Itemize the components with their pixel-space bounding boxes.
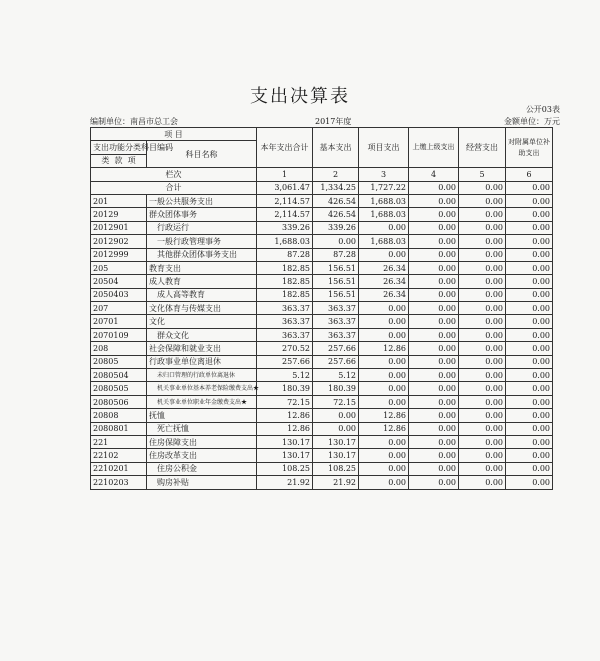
amount-cell: 0.00 bbox=[409, 194, 459, 207]
table-row bbox=[91, 435, 553, 448]
header-business: 经营支出 bbox=[459, 128, 506, 168]
header-project-exp: 项目支出 bbox=[359, 128, 409, 168]
amount-cell: 0.00 bbox=[506, 395, 553, 408]
amount-cell: 0.00 bbox=[409, 382, 459, 395]
table-row bbox=[91, 221, 553, 234]
header-kuan: 款 bbox=[114, 156, 123, 166]
amount-cell: 0.00 bbox=[409, 288, 459, 301]
amount-cell: 26.34 bbox=[359, 288, 409, 301]
col-number: 6 bbox=[506, 168, 553, 181]
subject-name: 死亡抚恤 bbox=[147, 422, 257, 435]
compiling-unit: 编制单位：南昌市总工会 bbox=[90, 117, 178, 126]
amount-cell: 0.00 bbox=[409, 235, 459, 248]
amount-cell: 0.00 bbox=[409, 342, 459, 355]
amount-cell: 0.00 bbox=[506, 462, 553, 475]
amount-cell: 0.00 bbox=[459, 328, 506, 341]
table-row bbox=[91, 342, 553, 355]
amount-cell: 0.00 bbox=[409, 315, 459, 328]
header-total: 本年支出合计 bbox=[257, 128, 313, 168]
total-row bbox=[91, 181, 553, 194]
amount-cell: 0.00 bbox=[459, 208, 506, 221]
report-year: 2017年度 bbox=[315, 117, 352, 126]
amount-cell: 130.17 bbox=[313, 449, 359, 462]
table-row bbox=[91, 369, 553, 382]
table-row bbox=[91, 261, 553, 274]
amount-cell: 108.25 bbox=[257, 462, 313, 475]
subject-name: 未归口管理的行政单位离退休 bbox=[147, 369, 257, 382]
function-code: 205 bbox=[91, 261, 147, 274]
amount-cell: 0.00 bbox=[506, 369, 553, 382]
total-value: 1,727.22 bbox=[359, 181, 409, 194]
amount-cell: 5.12 bbox=[257, 369, 313, 382]
function-code: 2012999 bbox=[91, 248, 147, 261]
amount-cell: 0.00 bbox=[506, 382, 553, 395]
header-superior: 上缴上级支出 bbox=[409, 128, 459, 168]
amount-cell: 0.00 bbox=[459, 355, 506, 368]
function-code: 20701 bbox=[91, 315, 147, 328]
amount-cell: 257.66 bbox=[257, 355, 313, 368]
amount-cell: 363.37 bbox=[313, 315, 359, 328]
amount-cell: 0.00 bbox=[459, 382, 506, 395]
amount-cell: 156.51 bbox=[313, 275, 359, 288]
table-row bbox=[91, 355, 553, 368]
amount-cell: 363.37 bbox=[313, 302, 359, 315]
amount-cell: 0.00 bbox=[459, 221, 506, 234]
total-value: 0.00 bbox=[459, 181, 506, 194]
amount-cell: 72.15 bbox=[257, 395, 313, 408]
table-row bbox=[91, 275, 553, 288]
column-number-row bbox=[91, 168, 553, 181]
amount-cell: 26.34 bbox=[359, 261, 409, 274]
amount-cell: 130.17 bbox=[257, 435, 313, 448]
amount-cell: 0.00 bbox=[506, 315, 553, 328]
subject-name: 一般公共服务支出 bbox=[147, 194, 257, 207]
amount-cell: 0.00 bbox=[359, 369, 409, 382]
amount-cell: 0.00 bbox=[359, 395, 409, 408]
amount-cell: 426.54 bbox=[313, 194, 359, 207]
function-code: 221 bbox=[91, 435, 147, 448]
amount-cell: 12.86 bbox=[257, 409, 313, 422]
function-code: 2012902 bbox=[91, 235, 147, 248]
amount-cell: 0.00 bbox=[459, 342, 506, 355]
subject-name: 住房公积金 bbox=[147, 462, 257, 475]
amount-cell: 0.00 bbox=[359, 449, 409, 462]
total-label: 合计 bbox=[91, 181, 257, 194]
amount-cell: 257.66 bbox=[313, 342, 359, 355]
amount-cell: 0.00 bbox=[409, 355, 459, 368]
amount-cell: 0.00 bbox=[459, 422, 506, 435]
function-code: 20504 bbox=[91, 275, 147, 288]
table-row bbox=[91, 315, 553, 328]
table-row bbox=[91, 235, 553, 248]
amount-cell: 0.00 bbox=[409, 409, 459, 422]
amount-cell: 0.00 bbox=[506, 342, 553, 355]
amount-cell: 0.00 bbox=[506, 248, 553, 261]
amount-cell: 0.00 bbox=[459, 435, 506, 448]
table-row bbox=[91, 194, 553, 207]
amount-cell: 426.54 bbox=[313, 208, 359, 221]
amount-cell: 257.66 bbox=[313, 355, 359, 368]
amount-cell: 0.00 bbox=[506, 409, 553, 422]
header-xiang: 项 bbox=[127, 156, 136, 166]
function-code: 207 bbox=[91, 302, 147, 315]
amount-cell: 0.00 bbox=[506, 194, 553, 207]
amount-cell: 0.00 bbox=[409, 422, 459, 435]
amount-cell: 12.86 bbox=[359, 422, 409, 435]
amount-cell: 156.51 bbox=[313, 261, 359, 274]
amount-cell: 0.00 bbox=[506, 288, 553, 301]
subject-name: 一般行政管理事务 bbox=[147, 235, 257, 248]
table-row bbox=[91, 302, 553, 315]
col-number: 2 bbox=[313, 168, 359, 181]
subject-name: 住房改革支出 bbox=[147, 449, 257, 462]
header-func-code: 支出功能分类科目编码 bbox=[91, 141, 147, 154]
amount-cell: 1,688.03 bbox=[359, 235, 409, 248]
table-row bbox=[91, 208, 553, 221]
subject-name: 成人教育 bbox=[147, 275, 257, 288]
amount-cell: 130.17 bbox=[313, 435, 359, 448]
amount-cell: 156.51 bbox=[313, 288, 359, 301]
header-levels bbox=[91, 154, 147, 167]
amount-cell: 0.00 bbox=[409, 476, 459, 489]
amount-cell: 0.00 bbox=[409, 261, 459, 274]
amount-cell: 0.00 bbox=[359, 248, 409, 261]
header-project: 项 目 bbox=[91, 128, 257, 141]
amount-cell: 182.85 bbox=[257, 288, 313, 301]
amount-cell: 180.39 bbox=[313, 382, 359, 395]
amount-cell: 0.00 bbox=[459, 302, 506, 315]
function-code: 208 bbox=[91, 342, 147, 355]
subject-name: 群众团体事务 bbox=[147, 208, 257, 221]
amount-cell: 0.00 bbox=[359, 221, 409, 234]
amount-cell: 0.00 bbox=[506, 449, 553, 462]
amount-cell: 21.92 bbox=[257, 476, 313, 489]
function-code: 20129 bbox=[91, 208, 147, 221]
table-row bbox=[91, 248, 553, 261]
subject-name: 行政运行 bbox=[147, 221, 257, 234]
function-code: 2050403 bbox=[91, 288, 147, 301]
amount-cell: 363.37 bbox=[257, 315, 313, 328]
function-code: 2080506 bbox=[91, 395, 147, 408]
amount-cell: 0.00 bbox=[359, 355, 409, 368]
amount-cell: 0.00 bbox=[313, 422, 359, 435]
subject-name: 教育支出 bbox=[147, 261, 257, 274]
table-row bbox=[91, 449, 553, 462]
amount-cell: 0.00 bbox=[506, 476, 553, 489]
amount-cell: 0.00 bbox=[506, 422, 553, 435]
amount-cell: 2,114.57 bbox=[257, 194, 313, 207]
amount-cell: 5.12 bbox=[313, 369, 359, 382]
amount-cell: 0.00 bbox=[359, 382, 409, 395]
amount-cell: 0.00 bbox=[506, 302, 553, 315]
amount-cell: 0.00 bbox=[409, 462, 459, 475]
function-code: 2080504 bbox=[91, 369, 147, 382]
amount-cell: 0.00 bbox=[459, 275, 506, 288]
subject-name: 购房补贴 bbox=[147, 476, 257, 489]
total-value: 3,061.47 bbox=[257, 181, 313, 194]
amount-cell: 363.37 bbox=[257, 302, 313, 315]
function-code: 20808 bbox=[91, 409, 147, 422]
report-title: 支出决算表 bbox=[250, 86, 350, 107]
amount-cell: 0.00 bbox=[409, 221, 459, 234]
subject-name: 成人高等教育 bbox=[147, 288, 257, 301]
amount-cell: 0.00 bbox=[459, 462, 506, 475]
amount-cell: 0.00 bbox=[506, 208, 553, 221]
amount-cell: 0.00 bbox=[359, 476, 409, 489]
subject-name: 社会保障和就业支出 bbox=[147, 342, 257, 355]
amount-cell: 72.15 bbox=[313, 395, 359, 408]
amount-cell: 108.25 bbox=[313, 462, 359, 475]
amount-cell: 0.00 bbox=[409, 435, 459, 448]
amount-cell: 0.00 bbox=[359, 302, 409, 315]
col-number: 5 bbox=[459, 168, 506, 181]
subject-name: 机关事业单位职业年金缴费支出★ bbox=[147, 395, 257, 408]
amount-cell: 26.34 bbox=[359, 275, 409, 288]
amount-cell: 0.00 bbox=[409, 302, 459, 315]
amount-cell: 0.00 bbox=[409, 275, 459, 288]
table-row bbox=[91, 288, 553, 301]
amount-cell: 363.37 bbox=[257, 328, 313, 341]
amount-cell: 0.00 bbox=[409, 395, 459, 408]
function-code: 2210203 bbox=[91, 476, 147, 489]
header-basic: 基本支出 bbox=[313, 128, 359, 168]
amount-cell: 0.00 bbox=[313, 235, 359, 248]
expenditure-table bbox=[90, 127, 553, 490]
amount-cell: 0.00 bbox=[359, 328, 409, 341]
amount-cell: 12.86 bbox=[257, 422, 313, 435]
function-code: 2070109 bbox=[91, 328, 147, 341]
header-subject-name: 科目名称 bbox=[147, 141, 257, 168]
function-code: 2210201 bbox=[91, 462, 147, 475]
function-code: 22102 bbox=[91, 449, 147, 462]
form-number: 公开03表 bbox=[525, 105, 560, 114]
amount-cell: 363.37 bbox=[313, 328, 359, 341]
function-code: 2080505 bbox=[91, 382, 147, 395]
amount-cell: 0.00 bbox=[409, 328, 459, 341]
amount-cell: 0.00 bbox=[459, 235, 506, 248]
amount-cell: 87.28 bbox=[313, 248, 359, 261]
amount-cell: 0.00 bbox=[506, 328, 553, 341]
total-value: 0.00 bbox=[506, 181, 553, 194]
amount-cell: 0.00 bbox=[459, 395, 506, 408]
table-row bbox=[91, 422, 553, 435]
table-row bbox=[91, 476, 553, 489]
col-number: 1 bbox=[257, 168, 313, 181]
function-code: 2080801 bbox=[91, 422, 147, 435]
amount-cell: 0.00 bbox=[506, 355, 553, 368]
amount-cell: 0.00 bbox=[459, 288, 506, 301]
lanci-label: 栏次 bbox=[91, 168, 257, 181]
amount-cell: 0.00 bbox=[459, 261, 506, 274]
header-lei: 类 bbox=[101, 156, 110, 166]
amount-cell: 0.00 bbox=[459, 409, 506, 422]
amount-cell: 339.26 bbox=[257, 221, 313, 234]
amount-cell: 0.00 bbox=[506, 435, 553, 448]
subject-name: 其他群众团体事务支出 bbox=[147, 248, 257, 261]
amount-cell: 0.00 bbox=[313, 409, 359, 422]
amount-cell: 0.00 bbox=[459, 476, 506, 489]
header-row-project bbox=[91, 128, 553, 141]
col-number: 3 bbox=[359, 168, 409, 181]
amount-cell: 182.85 bbox=[257, 275, 313, 288]
amount-cell: 0.00 bbox=[506, 261, 553, 274]
amount-cell: 1,688.03 bbox=[359, 194, 409, 207]
amount-cell: 0.00 bbox=[359, 435, 409, 448]
amount-cell: 0.00 bbox=[409, 208, 459, 221]
table-row bbox=[91, 462, 553, 475]
amount-cell: 2,114.57 bbox=[257, 208, 313, 221]
amount-cell: 1,688.03 bbox=[359, 208, 409, 221]
amount-cell: 21.92 bbox=[313, 476, 359, 489]
subject-name: 住房保障支出 bbox=[147, 435, 257, 448]
amount-cell: 0.00 bbox=[506, 275, 553, 288]
amount-cell: 0.00 bbox=[409, 369, 459, 382]
table-row bbox=[91, 382, 553, 395]
amount-cell: 0.00 bbox=[459, 248, 506, 261]
amount-cell: 270.52 bbox=[257, 342, 313, 355]
amount-cell: 12.86 bbox=[359, 342, 409, 355]
amount-cell: 1,688.03 bbox=[257, 235, 313, 248]
amount-cell: 87.28 bbox=[257, 248, 313, 261]
function-code: 201 bbox=[91, 194, 147, 207]
total-value: 0.00 bbox=[409, 181, 459, 194]
amount-cell: 0.00 bbox=[506, 221, 553, 234]
table-row bbox=[91, 395, 553, 408]
amount-cell: 0.00 bbox=[359, 315, 409, 328]
subject-name: 群众文化 bbox=[147, 328, 257, 341]
amount-cell: 339.26 bbox=[313, 221, 359, 234]
subject-name: 文化体育与传媒支出 bbox=[147, 302, 257, 315]
amount-cell: 0.00 bbox=[459, 449, 506, 462]
function-code: 20805 bbox=[91, 355, 147, 368]
amount-cell: 0.00 bbox=[506, 235, 553, 248]
table-row bbox=[91, 409, 553, 422]
subject-name: 机关事业单位基本养老保险缴费支出★ bbox=[147, 382, 257, 395]
amount-unit: 金额单位：万元 bbox=[504, 117, 560, 126]
amount-cell: 0.00 bbox=[459, 315, 506, 328]
header-subsidy: 对附属单位补助支出 bbox=[506, 128, 553, 168]
amount-cell: 0.00 bbox=[409, 248, 459, 261]
amount-cell: 180.39 bbox=[257, 382, 313, 395]
total-value: 1,334.25 bbox=[313, 181, 359, 194]
table-row bbox=[91, 328, 553, 341]
amount-cell: 0.00 bbox=[409, 449, 459, 462]
col-number: 4 bbox=[409, 168, 459, 181]
amount-cell: 182.85 bbox=[257, 261, 313, 274]
amount-cell: 130.17 bbox=[257, 449, 313, 462]
amount-cell: 12.86 bbox=[359, 409, 409, 422]
subject-name: 抚恤 bbox=[147, 409, 257, 422]
subject-name: 行政事业单位离退休 bbox=[147, 355, 257, 368]
amount-cell: 0.00 bbox=[359, 462, 409, 475]
subject-name: 文化 bbox=[147, 315, 257, 328]
amount-cell: 0.00 bbox=[459, 369, 506, 382]
amount-cell: 0.00 bbox=[459, 194, 506, 207]
function-code: 2012901 bbox=[91, 221, 147, 234]
